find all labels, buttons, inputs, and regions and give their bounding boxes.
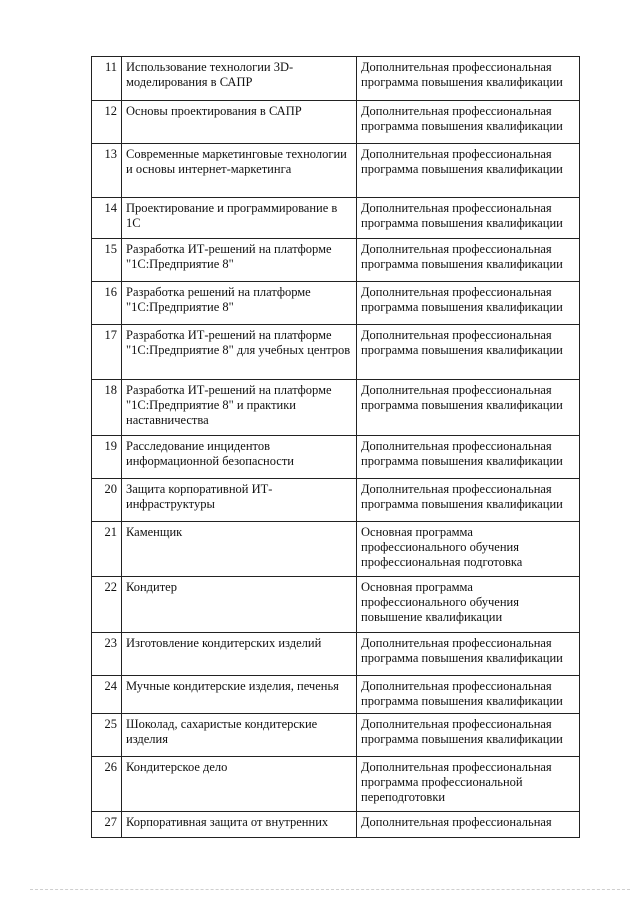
program-name: Разработка решений на платформе "1С:Предприятие 8": [122, 282, 357, 325]
row-number: 26: [92, 757, 122, 812]
row-number: 22: [92, 577, 122, 633]
program-type: Дополнительная профессиональная программа повышения квалификации: [357, 144, 580, 198]
program-name: Расследование инцидентов информационной безопасности: [122, 436, 357, 479]
program-type: Дополнительная профессиональная программа повышения квалификации: [357, 101, 580, 144]
program-name: Разработка ИТ-решений на платформе "1С:Предприятие 8": [122, 239, 357, 282]
row-number: 27: [92, 812, 122, 838]
program-type: Дополнительная профессиональная программа повышения квалификации: [357, 479, 580, 522]
table-row: [92, 714, 580, 757]
program-type: Дополнительная профессиональная программа повышения квалификации: [357, 380, 580, 436]
row-number: 25: [92, 714, 122, 757]
program-name: Проектирование и программирование в 1С: [122, 198, 357, 239]
program-type: Дополнительная профессиональная программа повышения квалификации: [357, 714, 580, 757]
program-name: Использование технологии 3D-моделирования в САПР: [122, 57, 357, 101]
programs-table-body: [92, 57, 580, 838]
table-row: [92, 479, 580, 522]
program-type: Дополнительная профессиональная программа повышения квалификации: [357, 436, 580, 479]
table-row: [92, 282, 580, 325]
row-number: 18: [92, 380, 122, 436]
row-number: 16: [92, 282, 122, 325]
table-row: [92, 198, 580, 239]
program-name: Разработка ИТ-решений на платформе "1С:Предприятие 8" и практики наставничества: [122, 380, 357, 436]
table-row: [92, 239, 580, 282]
program-type: Дополнительная профессиональная программа повышения квалификации: [357, 633, 580, 676]
program-name: Кондитер: [122, 577, 357, 633]
program-name: Мучные кондитерские изделия, печенья: [122, 676, 357, 714]
row-number: 12: [92, 101, 122, 144]
program-name: Разработка ИТ-решений на платформе "1С:Предприятие 8" для учебных центров: [122, 325, 357, 380]
table-row: [92, 812, 580, 838]
table-row: [92, 101, 580, 144]
program-type: Дополнительная профессиональная: [357, 812, 580, 838]
program-name: Изготовление кондитерских изделий: [122, 633, 357, 676]
table-row: [92, 676, 580, 714]
row-number: 23: [92, 633, 122, 676]
program-type: Дополнительная профессиональная программа повышения квалификации: [357, 239, 580, 282]
program-type: Дополнительная профессиональная программа профессиональной переподготовки: [357, 757, 580, 812]
row-number: 24: [92, 676, 122, 714]
program-type: Дополнительная профессиональная программа повышения квалификации: [357, 198, 580, 239]
table-row: [92, 380, 580, 436]
table-row: [92, 57, 580, 101]
program-type: Дополнительная профессиональная программа повышения квалификации: [357, 282, 580, 325]
table-row: [92, 757, 580, 812]
row-number: 17: [92, 325, 122, 380]
program-type: Основная программа профессионального обучения повышение квалификации: [357, 577, 580, 633]
table-row: [92, 577, 580, 633]
row-number: 11: [92, 57, 122, 101]
program-name: Современные маркетинговые технологии и основы интернет-маркетинга: [122, 144, 357, 198]
programs-table: [91, 56, 580, 838]
program-type: Основная программа профессионального обучения профессиональная подготовка: [357, 522, 580, 577]
row-number: 14: [92, 198, 122, 239]
program-name: Шоколад, сахаристые кондитерские изделия: [122, 714, 357, 757]
table-row: [92, 633, 580, 676]
program-name: Корпоративная защита от внутренних: [122, 812, 357, 838]
program-type: Дополнительная профессиональная программа повышения квалификации: [357, 325, 580, 380]
row-number: 15: [92, 239, 122, 282]
program-name: Кондитерское дело: [122, 757, 357, 812]
scan-artifact-line: [30, 889, 630, 890]
row-number: 21: [92, 522, 122, 577]
program-name: Защита корпоративной ИТ-инфраструктуры: [122, 479, 357, 522]
row-number: 13: [92, 144, 122, 198]
table-row: [92, 522, 580, 577]
row-number: 20: [92, 479, 122, 522]
row-number: 19: [92, 436, 122, 479]
program-type: Дополнительная профессиональная программа повышения квалификации: [357, 676, 580, 714]
table-row: [92, 436, 580, 479]
table-row: [92, 144, 580, 198]
table-row: [92, 325, 580, 380]
program-type: Дополнительная профессиональная программа повышения квалификации: [357, 57, 580, 101]
program-name: Основы проектирования в САПР: [122, 101, 357, 144]
program-name: Каменщик: [122, 522, 357, 577]
